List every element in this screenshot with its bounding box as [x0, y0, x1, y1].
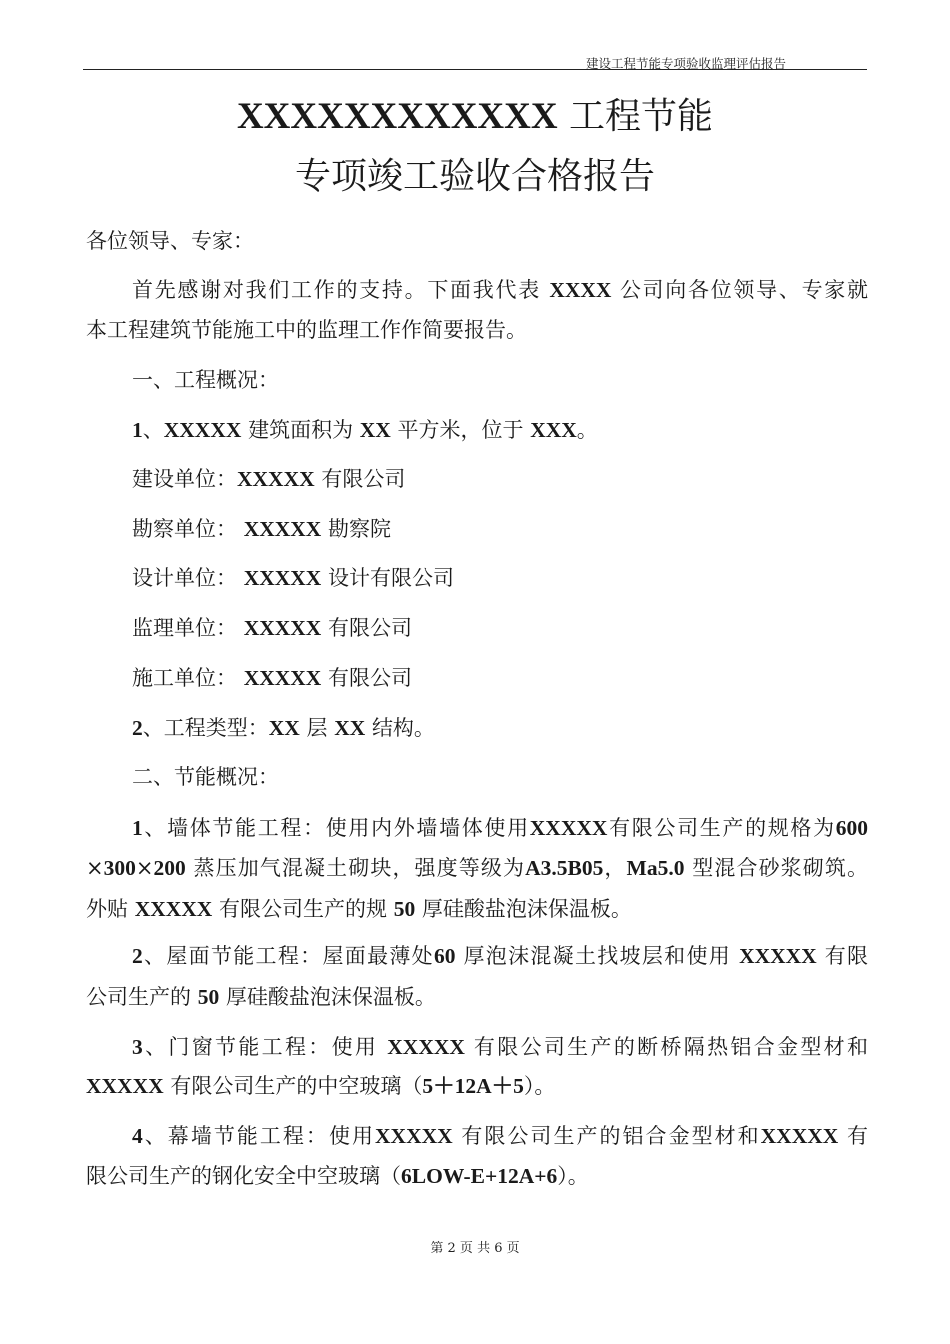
document-title-line-1 — [0, 88, 950, 139]
window-item-line-2: XXXXX 有限公司生产的中空玻璃（5＋12A＋5）。 — [86, 1074, 556, 1098]
section-heading-energy-overview: 二、节能概况： — [132, 765, 279, 789]
project-item-2: 2、工程类型：XX 层 XX 结构。 — [132, 716, 435, 740]
curtain-wall-item-line-2: 限公司生产的钢化安全中空玻璃（6LOW-E+12A+6）。 — [86, 1164, 589, 1188]
intro-paragraph-line-1: 首先感谢对我们工作的支持。下面我代表 XXXX 公司向各位领导、专家就 — [132, 278, 869, 302]
project-code: XXXXXXXXXXXX — [236, 96, 558, 137]
roof-item-line-1: 2、屋面节能工程：屋面最薄处60 厚泡沫混凝土找坡层和使用 XXXXX 有限 — [132, 944, 869, 968]
wall-item-line-1: 1、墙体节能工程：使用内外墙墙体使用XXXXX有限公司生产的规格为600 — [132, 816, 868, 840]
wall-item-line-3: 外贴 XXXXX 有限公司生产的规 50 厚硅酸盐泡沫保温板。 — [86, 897, 632, 921]
salutation: 各位领导、专家： — [86, 229, 254, 253]
section-heading-project-overview: 一、工程概况： — [132, 368, 279, 392]
unit-row-contractor: 施工单位： XXXXX 有限公司 — [132, 666, 413, 690]
unit-row-supervision: 监理单位： XXXXX 有限公司 — [132, 616, 413, 640]
project-item-1: 1、XXXXX 建筑面积为 XX 平方米，位于 XXX。 — [132, 418, 598, 442]
header-rule — [83, 69, 867, 70]
window-item-line-1: 3、门窗节能工程：使用 XXXXX 有限公司生产的断桥隔热铝合金型材和 — [132, 1035, 868, 1059]
wall-item-line-2: ×300×200 蒸压加气混凝土砌块，强度等级为A3.5B05，Ma5.0 型混合砂浆砌筑。 — [86, 856, 868, 880]
unit-row-design: 设计单位： XXXXX 设计有限公司 — [132, 566, 455, 590]
unit-row-construction: 建设单位：XXXXX 有限公司 — [132, 467, 406, 491]
intro-paragraph-line-2: 本工程建筑节能施工中的监理工作作简要报告。 — [86, 318, 527, 342]
document-title-line-2: 专项竣工验收合格报告 — [294, 156, 655, 197]
roof-item-line-2: 公司生产的 50 厚硅酸盐泡沫保温板。 — [86, 985, 436, 1009]
curtain-wall-item-line-1: 4、幕墙节能工程：使用XXXXX 有限公司生产的铝合金型材和XXXXX 有 — [132, 1124, 868, 1148]
unit-row-survey: 勘察单位： XXXXX 勘察院 — [132, 517, 392, 541]
title-text: 工程节能 — [569, 96, 714, 137]
running-header: 建设工程节能专项验收监理评估报告 — [586, 56, 787, 71]
page-footer: 第 2 页 共 6 页 — [430, 1241, 520, 1256]
